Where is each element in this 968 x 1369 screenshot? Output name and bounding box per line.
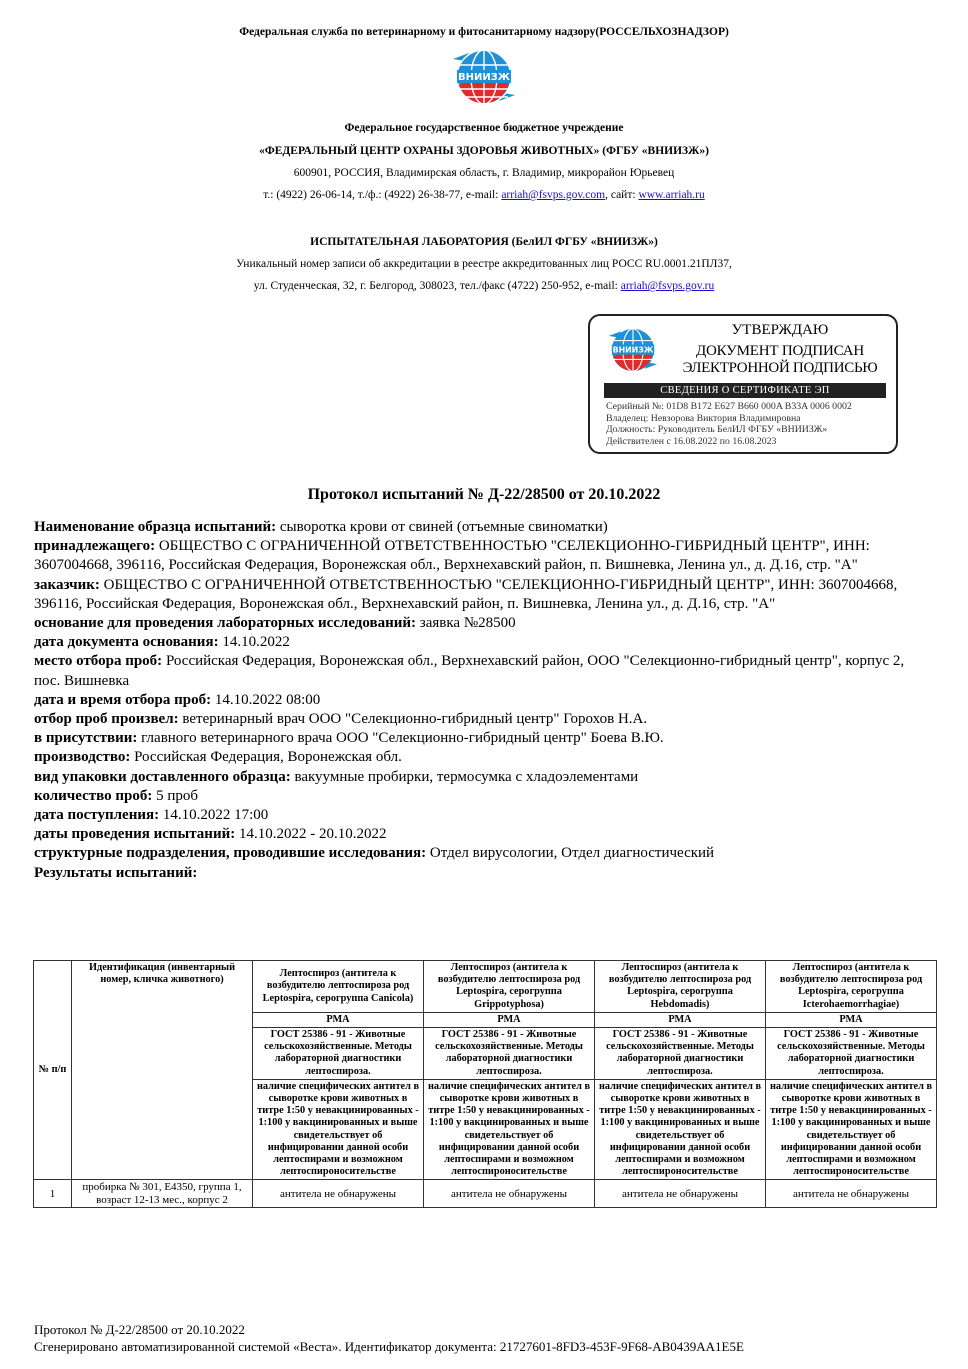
field-value: главного ветеринарного врача ООО "Селекционно-гибридный центр" Боева В.Ю. — [137, 730, 664, 747]
row-result: антитела не обнаружены — [595, 1180, 766, 1207]
field-value: 14.10.2022 — [218, 634, 290, 651]
field-label: место отбора проб: — [34, 653, 163, 670]
stamp-cert-header: СВЕДЕНИЯ О СЕРТИФИКАТЕ ЭП — [604, 383, 886, 398]
field-value: сыворотка крови от свиней (отъемные свиноматки) — [276, 519, 608, 535]
stamp-signed-line1: ДОКУМЕНТ ПОДПИСАН — [696, 343, 864, 359]
field-row — [34, 729, 929, 748]
protocol-fields — [34, 518, 929, 883]
field-value: вакуумные пробирки, термосумка с хладоэлементами — [290, 768, 639, 785]
field-row — [34, 844, 929, 863]
stamp-position: Должность: Руководитель БелИЛ ФГБУ «ВНИИЗЖ» — [606, 424, 828, 435]
table-header-row-name — [34, 961, 937, 1013]
test-name-cell: Лептоспироз (антитела к возбудителю лептоспироза род Leptospira, серогруппа Icterohaemorrhagiae) — [766, 961, 937, 1013]
stamp-signed-line2: ЭЛЕКТРОННОЙ ПОДПИСЬЮ — [682, 360, 878, 376]
field-row — [34, 652, 929, 690]
stamp-owner: Владелец: Невзорова Виктория Владимировна — [606, 412, 801, 424]
row-no: 1 — [34, 1180, 72, 1207]
institution-name: «ФЕДЕРАЛЬНЫЙ ЦЕНТР ОХРАНЫ ЗДОРОВЬЯ ЖИВОТНЫХ» (ФГБУ «ВНИИЗЖ») — [259, 145, 709, 157]
lab-accreditation: Уникальный номер записи об аккредитации в реестре аккредитованных лиц РОСС RU.0001.21ПЛ37, — [236, 258, 732, 270]
stamp-cert-info — [606, 401, 852, 447]
field-row — [34, 633, 929, 652]
field-label: заказчик: — [34, 576, 100, 593]
field-label: количество проб: — [34, 787, 153, 804]
stamp-logo-icon — [604, 324, 662, 376]
test-name-cell: Лептоспироз (антитела к возбудителю лептоспироза род Leptospira, серогруппа Grippotyphosa) — [424, 961, 595, 1013]
field-value: 14.10.2022 - 20.10.2022 — [235, 826, 387, 843]
field-label: Результаты испытаний: — [34, 864, 198, 881]
field-value: 14.10.2022 17:00 — [159, 807, 269, 824]
field-label: структурные подразделения, проводившие исследования: — [34, 845, 427, 862]
field-row — [34, 864, 929, 883]
lab-address — [0, 280, 968, 292]
footer-protocol-ref: Протокол № Д-22/28500 от 20.10.2022 — [34, 1322, 245, 1337]
lab-address-text: ул. Студенческая, 32, г. Белгород, 308023, тел./факс (4722) 250-952, e-mail: — [253, 280, 621, 292]
field-row — [34, 537, 929, 575]
test-method-cell: РМА — [766, 1012, 937, 1027]
stamp-valid: Действителен с 16.08.2022 по 16.08.2023 — [606, 435, 777, 447]
stamp-approve: УТВЕРЖДАЮ — [731, 322, 829, 338]
test-standard-cell: ГОСТ 25386 - 91 - Животные сельскохозяйственные. Методы лабораторной диагностики лептоспироза. — [253, 1028, 424, 1080]
email-link[interactable]: arriah@fsvps.gov.com — [501, 189, 606, 201]
field-value: 14.10.2022 08:00 — [211, 691, 321, 708]
lab-name: ИСПЫТАТЕЛЬНАЯ ЛАБОРАТОРИЯ (БелИЛ ФГБУ «ВНИИЗЖ») — [310, 236, 658, 248]
field-label: в присутствии: — [34, 730, 138, 747]
institution-type: Федеральное государственное бюджетное учреждение — [344, 122, 624, 134]
test-criterion-cell: наличие специфических антител в сыворотке крови животных в титре 1:50 у невакцинированных - 1:100 у вакцинированных и выше свидетельствует об инфицировании данной особи лептоспирами и возможном лептоспироносительстве — [253, 1079, 424, 1180]
field-row — [34, 614, 929, 633]
field-value: ветеринарный врач ООО "Селекционно-гибридный центр" Горохов Н.А. — [178, 711, 648, 728]
site-prefix: , сайт: — [605, 189, 639, 201]
field-label: дата и время отбора проб: — [34, 691, 212, 708]
field-label: производство: — [34, 749, 131, 766]
test-criterion-cell: наличие специфических антител в сыворотке крови животных в титре 1:50 у невакцинированных - 1:100 у вакцинированных и выше свидетельствует об инфицировании данной особи лептоспирами и возможном лептоспироносительстве — [424, 1079, 595, 1180]
contact-phones: т.: (4922) 26-06-14, т./ф.: (4922) 26-38-77, e-mail: — [263, 189, 502, 201]
row-result: антитела не обнаружены — [766, 1180, 937, 1207]
test-standard-cell: ГОСТ 25386 - 91 - Животные сельскохозяйственные. Методы лабораторной диагностики лептоспироза. — [424, 1028, 595, 1080]
field-value: заявка №28500 — [416, 615, 516, 632]
row-ident: пробирка № 301, E4350, группа 1, возраст 12-13 мес., корпус 2 — [72, 1180, 253, 1207]
test-criterion-cell: наличие специфических антител в сыворотке крови животных в титре 1:50 у невакцинированных - 1:100 у вакцинированных и выше свидетельствует об инфицировании данной особи лептоспирами и возможном лептоспироносительстве — [595, 1079, 766, 1180]
protocol-title: Протокол испытаний № Д-22/28500 от 20.10.2022 — [307, 486, 661, 503]
logo-text: ВНИИЗЖ — [457, 72, 511, 83]
footer-generated: Сгенерировано автоматизированной системой «Веста». Идентификатор документа: 21727601-8FD3-453F-9F68-AB0439AA1E5E — [34, 1339, 744, 1354]
vniizzh-logo-icon — [447, 45, 521, 109]
field-label: отбор проб произвел: — [34, 711, 179, 728]
table-row — [34, 1180, 937, 1207]
field-value: ОБЩЕСТВО С ОГРАНИЧЕННОЙ ОТВЕТСТВЕННОСТЬЮ "СЕЛЕКЦИОННО-ГИБРИДНЫЙ ЦЕНТР", ИНН: 3607004668, 396116, Российская Федерация, Воронежская обл., Верхнехавский район, п. Вишневка, Ленина ул., д. Д.16, стр. "А" — [34, 538, 870, 574]
field-value: 5 проб — [152, 787, 199, 804]
field-row — [34, 825, 929, 844]
field-row — [34, 806, 929, 825]
field-row — [34, 576, 929, 614]
field-label: основание для проведения лабораторных исследований: — [34, 615, 417, 632]
field-label: Наименование образца испытаний: — [34, 519, 277, 535]
field-row — [34, 518, 929, 537]
test-name-cell: Лептоспироз (антитела к возбудителю лептоспироза род Leptospira, серогруппа Hebdomadis) — [595, 961, 766, 1013]
col-header-no: № п/п — [34, 961, 72, 1180]
field-value: Российская Федерация, Воронежская обл. — [130, 749, 402, 766]
field-row — [34, 691, 929, 710]
test-name-cell: Лептоспироз (антитела к возбудителю лептоспироза род Leptospira, серогруппа Canicola) — [253, 961, 424, 1013]
stamp-serial: Серийный №: 01D8 B172 E627 B660 000A B33A 0006 0002 — [606, 401, 852, 412]
test-criterion-cell: наличие специфических антител в сыворотке крови животных в титре 1:50 у невакцинированных - 1:100 у вакцинированных и выше свидетельствует об инфицировании данной особи лептоспирами и возможном лептоспироносительстве — [766, 1079, 937, 1180]
test-method-cell: РМА — [253, 1012, 424, 1027]
field-row — [34, 748, 929, 767]
institution-contacts — [0, 189, 968, 201]
field-label: дата поступления: — [34, 807, 160, 824]
field-value: ОБЩЕСТВО С ОГРАНИЧЕННОЙ ОТВЕТСТВЕННОСТЬЮ "СЕЛЕКЦИОННО-ГИБРИДНЫЙ ЦЕНТР", ИНН: 3607004668, 396116, Российская Федерация, Воронежская обл., Верхнехавский район, п. Вишневка, Ленина ул., д. Д.16, стр. "А" — [34, 576, 898, 612]
field-label: даты проведения испытаний: — [34, 826, 236, 843]
site-link[interactable]: www.arriah.ru — [638, 189, 705, 201]
test-method-cell: РМА — [595, 1012, 766, 1027]
test-standard-cell: ГОСТ 25386 - 91 - Животные сельскохозяйственные. Методы лабораторной диагностики лептоспироза. — [595, 1028, 766, 1080]
test-method-cell: РМА — [424, 1012, 595, 1027]
test-standard-cell: ГОСТ 25386 - 91 - Животные сельскохозяйственные. Методы лабораторной диагностики лептоспироза. — [766, 1028, 937, 1080]
field-row — [34, 787, 929, 806]
field-value: Отдел вирусологии, Отдел диагностический — [426, 845, 715, 862]
lab-email-link[interactable]: arriah@fsvps.gov.ru — [620, 280, 715, 292]
stamp-logo-text: ВНИИЗЖ — [612, 345, 654, 355]
field-label: вид упаковки доставленного образца: — [34, 768, 291, 785]
field-label: принадлежащего: — [34, 538, 156, 555]
row-result: антитела не обнаружены — [253, 1180, 424, 1207]
row-result: антитела не обнаружены — [424, 1180, 595, 1207]
results-table — [33, 960, 937, 1208]
agency-name: Федеральная служба по ветеринарному и фитосанитарному надзору(РОССЕЛЬХОЗНАДЗОР) — [239, 26, 729, 38]
institution-address: 600901, РОССИЯ, Владимирская область, г. Владимир, микрорайон Юрьевец — [293, 167, 675, 179]
field-label: дата документа основания: — [34, 634, 219, 651]
field-value: Российская Федерация, Воронежская обл., Верхнехавский район, ООО "Селекционно-гибридный центр", корпус 2, пос. Вишневка — [34, 653, 905, 689]
field-row — [34, 768, 929, 787]
col-header-ident: Идентификация (инвентарный номер, кличка животного) — [72, 961, 253, 1180]
e-signature-stamp — [588, 314, 898, 454]
field-row — [34, 710, 929, 729]
